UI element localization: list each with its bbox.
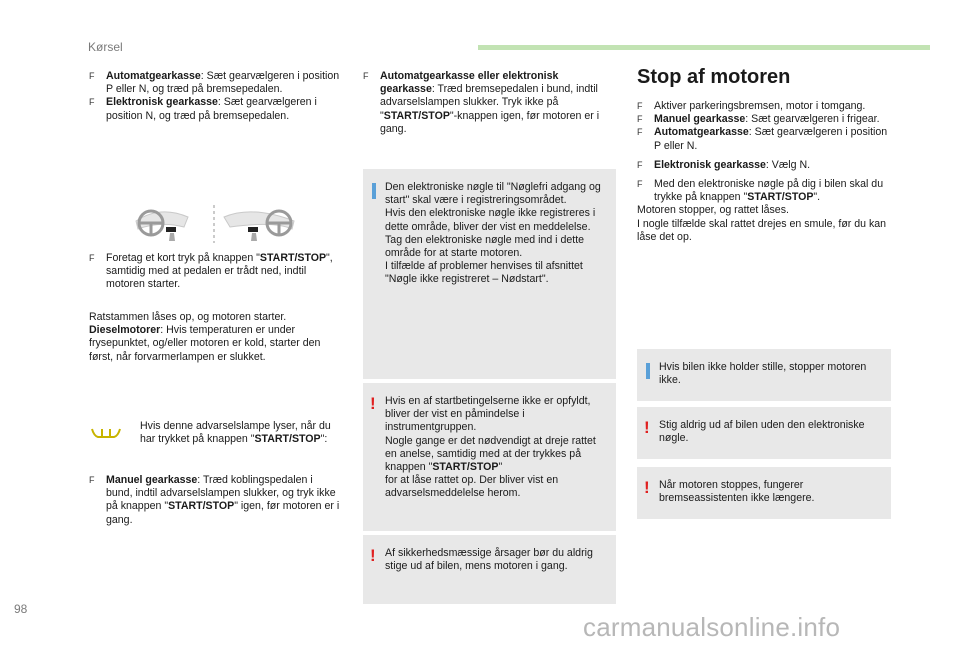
section-heading: Stop af motoren	[637, 66, 791, 88]
start-gearbox-list	[89, 70, 341, 123]
auto-electronic-instruction: F Automatgearkasse eller elektronisk gearkasse: Træd bremsepedalen i bund, indtil advarselslampen slukker. Tryk ikke på "START/STOP"-knappen igen, før motoren er i gang.	[363, 70, 600, 135]
info-box-keyless: Den elektroniske nøgle til "Nøglefri adgang og start" skal være i registreringsområdet. Hvis den elektroniske nøgle ikke registreres i dette område, bliver der vist en meddelelse. Tag den elektroniske nøgle med ind i dette område for at starte motoren. I tilfælde af problemer henvises til afsnittet "Nøgle ikke registreret – Nødstart".	[363, 169, 616, 379]
press-start-instruction: F Foretag et kort tryk på knappen "START/STOP", samtidig med at pedalen er trådt ned, indtil motoren starter.	[89, 252, 333, 291]
page-number: 98	[14, 602, 28, 616]
watermark: carmanualsonline.info	[583, 612, 841, 642]
unlock-paragraph: Ratstammen låses op, og motoren starter. Dieselmotorer: Hvis temperaturen er under frysepunktet, og/eller motoren er kold, starter den først, når forvarmerlampen er slukket.	[89, 311, 321, 363]
warning-box-safety: ! Af sikkerhedsmæssige årsager bør du aldrig stige ud af bilen, mens motoren i gang.	[363, 535, 616, 604]
lamp-note: Hvis denne advarselslampe lyser, når du har trykket på knappen "START/STOP":	[140, 420, 331, 446]
bullet-marker: F	[363, 71, 369, 81]
exclamation-icon: !	[370, 394, 376, 413]
list-item: F Manuel gearkasse: Sæt gearvælgeren i frigear.	[637, 113, 880, 126]
list-item: F Elektronisk gearkasse: Vælg N.	[637, 158, 811, 171]
bullet-marker: F	[89, 97, 95, 108]
bullet-marker: F	[89, 253, 95, 263]
bullet-marker: F	[637, 114, 643, 125]
info-bar-icon	[372, 183, 376, 199]
steering-wheel-left-icon	[136, 211, 188, 241]
list-item: F Aktiver parkeringsbremsen, motor i tomgang.	[637, 100, 866, 112]
stop-engine-list	[637, 100, 893, 244]
list-item: F Elektronisk gearkasse: Sæt gearvælgeren i position N, og træd på bremsepedalen.	[89, 96, 317, 122]
list-item: F Med den elektroniske nøgle på dig i bilen skal du trykke på knappen "START/STOP".	[637, 178, 884, 204]
bullet-marker: F	[637, 159, 643, 170]
exclamation-icon: !	[644, 478, 650, 497]
exclamation-icon: !	[370, 546, 376, 565]
warning-box-brake-assist: ! Når motoren stoppes, fungerer bremseassistenten ikke længere.	[637, 467, 891, 519]
section-accent-bar	[478, 45, 930, 50]
steering-wheel-right-icon	[224, 211, 294, 241]
info-bar-icon	[646, 363, 650, 379]
bullet-marker: F	[89, 475, 95, 485]
list-item: F Automatgearkasse: Sæt gearvælgeren i position P eller N, og træd på bremsepedalen.	[89, 70, 340, 96]
exclamation-icon: !	[644, 418, 650, 437]
stop-result-text: Motoren stopper, og rattet låses. I nogle tilfælde skal rattet drejes en smule, før du kan låse det op.	[637, 204, 887, 243]
bullet-marker: F	[637, 127, 643, 138]
warning-box-key: ! Stig aldrig ud af bilen uden den elektroniske nøgle.	[637, 407, 891, 459]
steering-lamp-icon	[90, 426, 122, 440]
bullet-marker: F	[89, 71, 95, 81]
section-title: Kørsel	[88, 40, 123, 54]
steering-wheel-illustration	[134, 203, 298, 245]
bullet-marker: F	[637, 101, 643, 111]
warning-box-start-conditions: ! Hvis en af startbetingelserne ikke er opfyldt, bliver der vist en påmindelse i instrumentgruppen. Nogle gange er det nødvendigt at dreje rattet en anelse, samtidig med at der trykkes på knappen "START/STOP" for at låse rattet op. Der bliver vist en advarselsmeddelelse herom.	[363, 383, 616, 531]
manual-gearbox-instruction: F Manuel gearkasse: Træd koblingspedalen i bund, indtil advarselslampen slukker, og tryk ikke på knappen "START/STOP" igen, før motoren er i gang.	[89, 474, 340, 526]
list-item: F Automatgearkasse: Sæt gearvælgeren i position P eller N.	[637, 126, 888, 152]
info-box-not-stationary: Hvis bilen ikke holder stille, stopper motoren ikke.	[637, 349, 891, 401]
bullet-marker: F	[637, 179, 643, 190]
